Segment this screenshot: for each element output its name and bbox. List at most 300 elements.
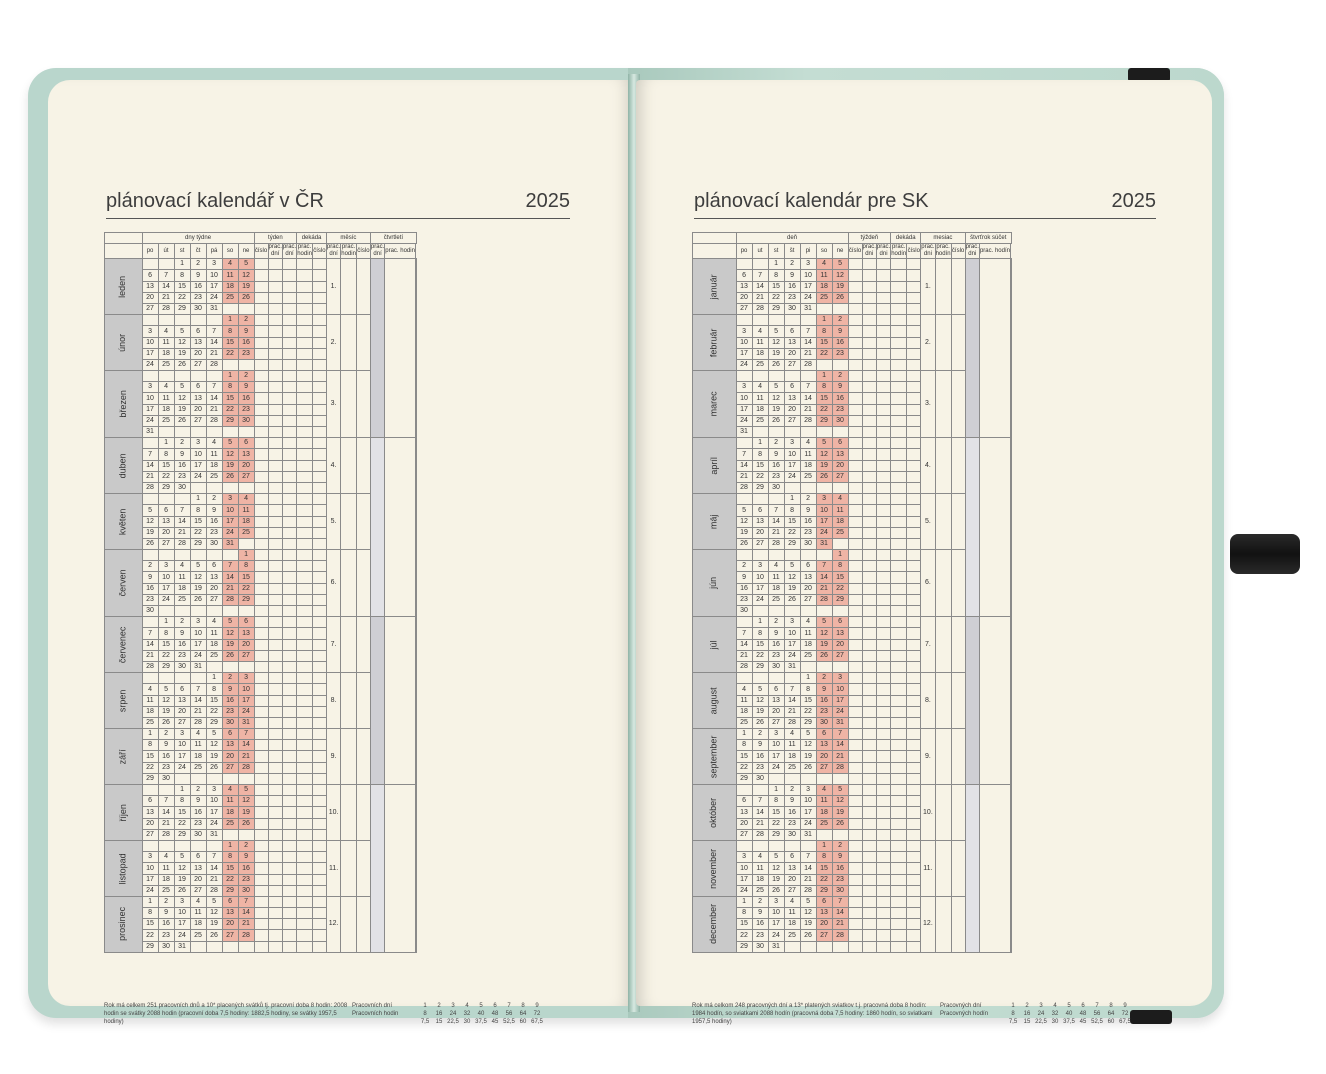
day-cell (158, 371, 174, 382)
column-group-header: čtvrtletí (370, 233, 416, 244)
decade-cell (297, 505, 313, 516)
month-summary-cell (935, 617, 951, 673)
day-cell: 28 (752, 829, 768, 840)
day-cell: 14 (768, 516, 784, 527)
footer-value: 40 (477, 1011, 485, 1017)
day-cell: 4 (768, 561, 784, 572)
decade-cell (297, 315, 313, 326)
decade-cell (312, 908, 326, 919)
day-cell: 29 (816, 415, 832, 426)
week-cell (862, 303, 876, 314)
footer-value: 3 (451, 1003, 455, 1009)
day-cell: 19 (174, 348, 190, 359)
day-cell: 14 (238, 740, 254, 751)
day-cell: 22 (238, 583, 254, 594)
day-cell (800, 661, 816, 672)
decade-cell (891, 807, 907, 818)
quarter-summary-cell (385, 617, 416, 785)
month-summary-cell (951, 785, 965, 841)
day-cell: 10 (816, 505, 832, 516)
day-cell: 11 (736, 695, 752, 706)
footer-value: 8 (521, 1003, 525, 1009)
day-cell: 5 (238, 259, 254, 270)
day-cell: 20 (142, 818, 158, 829)
day-cell: 5 (174, 326, 190, 337)
day-cell: 30 (784, 303, 800, 314)
day-cell: 19 (816, 639, 832, 650)
day-cell: 18 (736, 706, 752, 717)
day-cell: 9 (174, 628, 190, 639)
week-cell (254, 359, 268, 370)
week-cell (268, 706, 282, 717)
month-summary-cell (341, 315, 357, 371)
day-cell: 15 (190, 516, 206, 527)
decade-cell (297, 415, 313, 426)
day-cell: 31 (784, 661, 800, 672)
day-cell (816, 773, 832, 784)
decade-cell (297, 930, 313, 941)
day-cell: 6 (206, 561, 222, 572)
decade-cell (891, 717, 907, 728)
week-cell (862, 326, 876, 337)
week-cell (876, 896, 890, 907)
week-cell (848, 729, 862, 740)
day-cell: 9 (832, 852, 848, 863)
week-cell (876, 840, 890, 851)
month-label: září (105, 729, 143, 785)
week-cell (876, 326, 890, 337)
week-cell (282, 729, 296, 740)
day-cell: 6 (784, 852, 800, 863)
day-cell: 17 (158, 583, 174, 594)
month-label: december (693, 896, 737, 952)
week-cell (848, 628, 862, 639)
decade-cell (891, 482, 907, 493)
column-group-header: dny týdne (142, 233, 254, 244)
day-cell: 31 (174, 941, 190, 952)
decade-cell (891, 908, 907, 919)
day-cell (158, 315, 174, 326)
day-cell: 12 (206, 740, 222, 751)
decade-cell (907, 482, 921, 493)
day-cell: 15 (158, 639, 174, 650)
decade-cell (891, 326, 907, 337)
decade-cell (907, 572, 921, 583)
month-summary-cell: 9. (326, 729, 340, 785)
day-cell: 9 (222, 684, 238, 695)
day-cell: 31 (206, 303, 222, 314)
decade-cell (297, 337, 313, 348)
day-cell: 18 (190, 919, 206, 930)
day-cell (736, 371, 752, 382)
footer-value: 15 (1023, 1019, 1031, 1025)
day-cell (784, 371, 800, 382)
day-cell: 3 (768, 729, 784, 740)
day-cell: 28 (174, 538, 190, 549)
day-cell: 4 (752, 326, 768, 337)
decade-cell (297, 427, 313, 438)
day-cell (158, 673, 174, 684)
day-cell: 28 (238, 930, 254, 941)
week-cell (862, 650, 876, 661)
day-cell: 8 (752, 628, 768, 639)
day-cell: 31 (238, 717, 254, 728)
week-cell (862, 371, 876, 382)
day-cell (832, 661, 848, 672)
decade-cell (312, 706, 326, 717)
decade-cell (891, 561, 907, 572)
day-cell (238, 482, 254, 493)
week-cell (268, 303, 282, 314)
week-cell (282, 427, 296, 438)
day-cell: 27 (800, 594, 816, 605)
day-cell: 1 (816, 840, 832, 851)
decade-cell (312, 572, 326, 583)
day-cell: 21 (222, 583, 238, 594)
day-cell: 16 (832, 337, 848, 348)
month-summary-cell (935, 840, 951, 896)
week-cell (862, 482, 876, 493)
week-cell (876, 303, 890, 314)
week-cell (282, 930, 296, 941)
day-cell (206, 661, 222, 672)
month-summary-cell (935, 315, 951, 371)
decade-cell (297, 572, 313, 583)
footer-value: 8 (1109, 1003, 1113, 1009)
decade-cell (891, 594, 907, 605)
day-cell: 4 (222, 785, 238, 796)
footer-value: 37,5 (1063, 1019, 1075, 1025)
decade-cell (312, 919, 326, 930)
day-cell (752, 427, 768, 438)
day-cell: 17 (190, 460, 206, 471)
quarter-summary-cell (1010, 438, 1011, 617)
decade-cell (312, 896, 326, 907)
day-cell: 14 (736, 460, 752, 471)
week-cell (862, 829, 876, 840)
day-cell: 1 (752, 438, 768, 449)
day-cell: 8 (816, 382, 832, 393)
day-cell: 10 (736, 863, 752, 874)
decade-cell (891, 930, 907, 941)
day-cell: 4 (142, 684, 158, 695)
day-cell: 13 (222, 740, 238, 751)
week-cell (282, 807, 296, 818)
day-cell: 5 (158, 684, 174, 695)
month-label: október (693, 785, 737, 841)
day-cell: 24 (206, 292, 222, 303)
decade-cell (297, 617, 313, 628)
week-cell (254, 852, 268, 863)
day-cell: 16 (800, 516, 816, 527)
day-cell: 31 (768, 941, 784, 952)
day-cell: 4 (736, 684, 752, 695)
sub-header: číslo (951, 244, 965, 259)
week-cell (268, 785, 282, 796)
quarter-summary-cell (979, 617, 1010, 785)
day-cell: 24 (736, 359, 752, 370)
day-cell: 11 (206, 449, 222, 460)
day-cell (174, 550, 190, 561)
week-cell (862, 415, 876, 426)
day-cell: 24 (174, 762, 190, 773)
decade-cell (907, 594, 921, 605)
day-cell: 17 (190, 639, 206, 650)
week-cell (848, 785, 862, 796)
day-cell: 2 (174, 617, 190, 628)
decade-cell (891, 270, 907, 281)
day-header: št (784, 244, 800, 259)
day-cell: 15 (752, 639, 768, 650)
day-cell: 19 (768, 348, 784, 359)
day-cell: 20 (238, 639, 254, 650)
decade-cell (312, 438, 326, 449)
decade-cell (891, 762, 907, 773)
day-cell: 5 (768, 852, 784, 863)
day-cell: 28 (800, 359, 816, 370)
day-cell: 9 (142, 572, 158, 583)
week-cell (254, 628, 268, 639)
day-cell: 18 (784, 919, 800, 930)
day-cell: 22 (784, 527, 800, 538)
day-cell: 20 (238, 460, 254, 471)
right-page (636, 80, 1212, 1025)
month-summary-cell (356, 896, 370, 952)
day-cell (142, 494, 158, 505)
day-cell: 1 (768, 785, 784, 796)
week-cell (268, 259, 282, 270)
day-cell: 31 (800, 303, 816, 314)
footer-value: 2 (437, 1003, 441, 1009)
day-cell: 18 (206, 460, 222, 471)
week-cell (876, 673, 890, 684)
day-cell: 7 (142, 449, 158, 460)
week-cell (254, 941, 268, 952)
quarter-summary-cell (1010, 617, 1011, 785)
week-cell (282, 449, 296, 460)
day-cell: 8 (784, 505, 800, 516)
week-cell (848, 359, 862, 370)
quarter-summary-cell (1010, 259, 1011, 438)
day-cell: 1 (736, 896, 752, 907)
day-cell: 15 (800, 695, 816, 706)
week-cell (268, 930, 282, 941)
footer-value: 45 (491, 1019, 499, 1025)
month-summary-cell: 1. (326, 259, 340, 315)
week-cell (282, 516, 296, 527)
day-cell: 11 (768, 572, 784, 583)
day-cell (190, 371, 206, 382)
day-cell: 9 (800, 505, 816, 516)
decade-cell (312, 840, 326, 851)
month-label: marec (693, 371, 737, 438)
day-cell: 12 (238, 796, 254, 807)
day-cell: 4 (784, 729, 800, 740)
day-cell: 17 (768, 751, 784, 762)
day-cell: 16 (174, 639, 190, 650)
day-cell (158, 427, 174, 438)
day-cell (174, 371, 190, 382)
week-cell (848, 717, 862, 728)
day-cell: 13 (784, 337, 800, 348)
day-cell: 24 (736, 885, 752, 896)
day-cell: 23 (158, 930, 174, 941)
day-cell: 19 (800, 751, 816, 762)
month-label: február (693, 315, 737, 371)
sub-header: číslo (312, 244, 326, 259)
week-cell (876, 538, 890, 549)
left-footer-table (352, 1002, 544, 1026)
day-cell (158, 840, 174, 851)
day-cell: 27 (832, 471, 848, 482)
day-cell: 9 (238, 852, 254, 863)
week-cell (876, 773, 890, 784)
day-cell (752, 550, 768, 561)
day-cell: 3 (206, 259, 222, 270)
footer-value: 32 (1051, 1011, 1059, 1017)
day-cell: 15 (816, 863, 832, 874)
sub-header: prac. hodin (297, 244, 312, 258)
footer-value: 9 (1123, 1003, 1127, 1009)
day-cell: 14 (800, 393, 816, 404)
day-cell (784, 606, 800, 617)
week-cell (876, 404, 890, 415)
week-cell (862, 438, 876, 449)
week-cell (862, 684, 876, 695)
day-cell: 10 (736, 393, 752, 404)
column-group-header: deň (736, 233, 848, 244)
week-cell (268, 415, 282, 426)
month-summary-cell (356, 494, 370, 550)
week-cell (876, 281, 890, 292)
week-cell (282, 796, 296, 807)
day-cell: 3 (736, 382, 752, 393)
day-cell: 3 (174, 896, 190, 907)
day-cell: 12 (816, 628, 832, 639)
day-cell: 12 (238, 270, 254, 281)
day-cell: 18 (238, 516, 254, 527)
day-cell: 28 (768, 538, 784, 549)
day-cell: 5 (206, 729, 222, 740)
day-cell (768, 494, 784, 505)
week-cell (848, 650, 862, 661)
decade-cell (297, 684, 313, 695)
week-cell (254, 684, 268, 695)
decade-cell (297, 404, 313, 415)
elastic-band-bottom (1130, 1010, 1172, 1024)
day-cell: 14 (752, 807, 768, 818)
quarter-cell (370, 259, 384, 438)
day-cell: 23 (768, 650, 784, 661)
day-cell: 5 (190, 561, 206, 572)
day-cell: 27 (190, 415, 206, 426)
month-label: červen (105, 550, 143, 617)
day-cell (238, 941, 254, 952)
day-cell (832, 829, 848, 840)
decade-cell (312, 594, 326, 605)
day-cell: 18 (816, 281, 832, 292)
day-cell (736, 438, 752, 449)
day-cell: 4 (238, 494, 254, 505)
decade-cell (907, 762, 921, 773)
day-cell: 8 (800, 684, 816, 695)
week-cell (282, 606, 296, 617)
day-cell: 28 (158, 303, 174, 314)
day-cell: 15 (816, 337, 832, 348)
day-cell: 5 (238, 785, 254, 796)
decade-cell (907, 740, 921, 751)
day-cell: 21 (190, 706, 206, 717)
day-cell: 2 (222, 673, 238, 684)
day-cell: 23 (174, 471, 190, 482)
day-cell: 6 (174, 684, 190, 695)
decade-cell (297, 863, 313, 874)
decade-cell (891, 583, 907, 594)
day-cell: 21 (752, 292, 768, 303)
week-cell (876, 449, 890, 460)
week-cell (254, 259, 268, 270)
day-cell: 22 (816, 348, 832, 359)
day-header: út (158, 244, 174, 259)
week-cell (268, 270, 282, 281)
decade-cell (297, 695, 313, 706)
month-summary-cell: 11. (326, 840, 340, 896)
day-cell (238, 606, 254, 617)
day-cell: 30 (816, 717, 832, 728)
week-cell (282, 303, 296, 314)
decade-cell (312, 337, 326, 348)
day-cell: 17 (832, 695, 848, 706)
day-cell: 25 (752, 885, 768, 896)
footer-value: 8 (423, 1011, 427, 1017)
week-cell (876, 494, 890, 505)
week-cell (876, 661, 890, 672)
day-cell: 18 (752, 874, 768, 885)
day-cell (800, 606, 816, 617)
decade-cell (891, 460, 907, 471)
day-cell (800, 427, 816, 438)
footer-value: 37,5 (475, 1019, 487, 1025)
month-summary-cell (341, 729, 357, 785)
day-cell: 9 (238, 382, 254, 393)
decade-cell (907, 359, 921, 370)
day-cell: 1 (174, 785, 190, 796)
day-cell: 19 (736, 527, 752, 538)
decade-cell (297, 281, 313, 292)
decade-cell (891, 885, 907, 896)
day-cell: 27 (238, 650, 254, 661)
day-cell (832, 538, 848, 549)
day-cell: 8 (158, 449, 174, 460)
day-cell: 28 (206, 415, 222, 426)
week-cell (862, 796, 876, 807)
quarter-summary-cell (979, 785, 1010, 953)
week-cell (282, 706, 296, 717)
day-cell: 19 (768, 874, 784, 885)
day-cell: 18 (816, 807, 832, 818)
day-cell: 11 (800, 628, 816, 639)
day-cell (736, 840, 752, 851)
week-cell (876, 729, 890, 740)
month-summary-cell (951, 617, 965, 673)
decade-cell (297, 740, 313, 751)
week-cell (282, 482, 296, 493)
day-cell: 5 (142, 505, 158, 516)
footer-value: 1 (423, 1003, 427, 1009)
day-cell: 2 (832, 840, 848, 851)
day-cell: 15 (736, 919, 752, 930)
week-cell (876, 482, 890, 493)
